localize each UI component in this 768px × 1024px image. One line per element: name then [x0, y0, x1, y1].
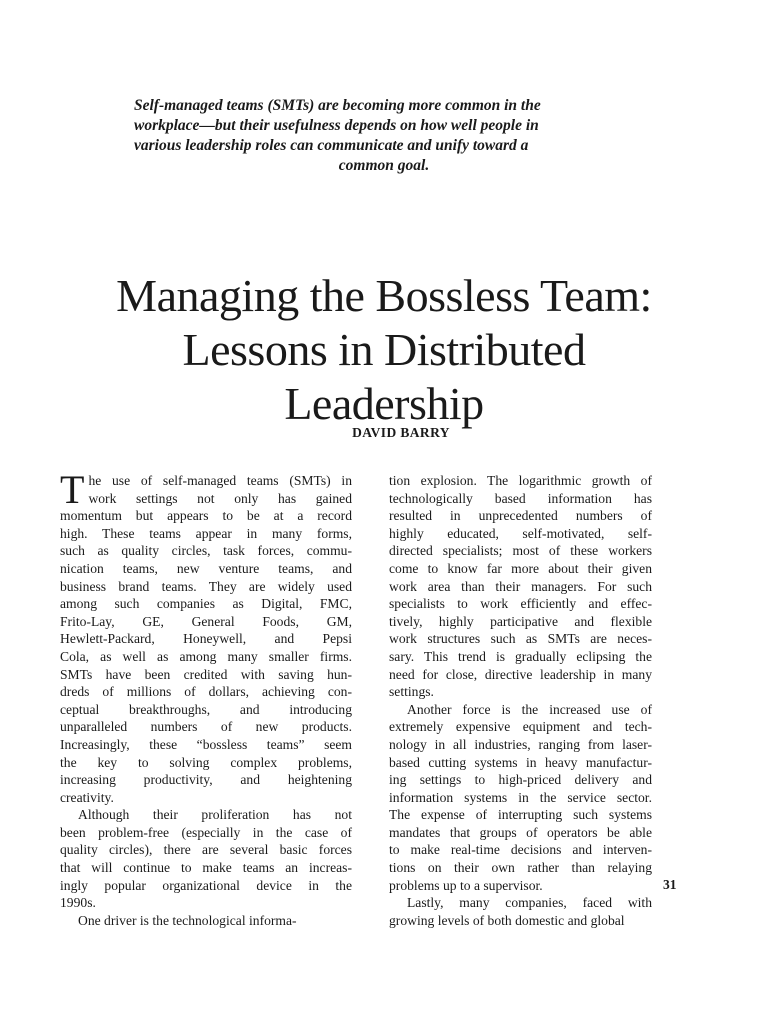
column-text [389, 472, 652, 929]
page-number: 31 [663, 877, 677, 892]
text-line: The expense of interrupting such systems [389, 807, 652, 823]
text-line: Although their proliferation has not [78, 807, 352, 823]
abstract-line: various leadership roles can communicate and unify toward a [134, 137, 529, 154]
text-line: tively, highly participative and flexible [389, 613, 652, 629]
text-line: settings. [389, 684, 434, 700]
text-line: Lastly, many companies, faced with [407, 895, 652, 911]
text-line: 1990s. [60, 895, 96, 911]
text-line: tion explosion. The logarithmic growth of [389, 473, 652, 488]
text-line: resulted in unprecedented numbers of [389, 508, 652, 524]
text-line: creativity. [60, 789, 114, 805]
text-line: One driver is the technological informa- [78, 912, 297, 928]
text-line: such as quality circles, task forces, commu- [60, 543, 352, 559]
text-line: ceptual breakthroughs, and introducing [60, 701, 352, 717]
abstract-line: common goal. [338, 157, 430, 174]
text-line: ing settings to high-priced delivery and [389, 772, 652, 788]
text-line: among such companies as Digital, FMC, [60, 596, 352, 612]
text-line: information systems in the service sector. [389, 789, 652, 805]
text-line: increasing productivity, and heightening [60, 772, 352, 788]
text-line: dreds of millions of dollars, achieving con- [60, 684, 352, 700]
text-line: specialists to work efficiently and effec- [389, 596, 652, 612]
text-line: quality circles), there are several basic forces [60, 842, 352, 858]
text-line: ingly popular organizational device in the [60, 877, 352, 893]
text-line: extremely expensive equipment and tech- [389, 719, 652, 735]
text-line: problems up to a supervisor. [389, 877, 543, 893]
text-line: based cutting systems in heavy manufactur- [389, 754, 652, 770]
title-line: Managing the Bossless Team: [116, 269, 652, 321]
text-line: growing levels of both domestic and global [389, 912, 625, 928]
text-line: SMTs have been credited with saving hun- [60, 666, 352, 682]
text-line: Frito-Lay, GE, General Foods, GM, [60, 613, 352, 629]
drop-cap: T [60, 467, 85, 512]
column-text [60, 507, 352, 929]
text-line: mandates that groups of operators be able [389, 824, 652, 840]
text-line: Cola, as well as among many smaller firms. [60, 648, 352, 664]
text-line: tions on their own rather than relaying [389, 860, 652, 876]
opening-paragraph [60, 467, 352, 512]
text-line: the key to solving complex problems, [60, 754, 352, 770]
text-line: work area than their managers. For such [389, 578, 652, 594]
text-line: highly educated, self-motivated, self- [389, 525, 652, 541]
text-line: directed specialists; most of these workers [389, 543, 652, 559]
text-line: work structures such as SMTs are neces- [389, 631, 652, 647]
text-line: Hewlett-Packard, Honeywell, and Pepsi [60, 631, 352, 647]
text-line: he use of self-managed teams (SMTs) in [88, 473, 352, 488]
title-line: Leadership [284, 377, 484, 429]
text-line: Increasingly, these “bossless teams” seem [60, 736, 352, 752]
text-line: unparalleled numbers of new products. [60, 719, 352, 735]
text-line: nology in all industries, ranging from laser- [389, 736, 652, 752]
text-line: business brand teams. They are widely used [60, 578, 352, 594]
text-line: sary. This trend is gradually eclipsing the [389, 648, 652, 664]
abstract-line: Self-managed teams (SMTs) are becoming more common in the [134, 97, 541, 114]
text-line: technologically based information has [389, 490, 652, 506]
title-line: Lessons in Distributed [182, 323, 586, 375]
text-line: to make real-time decisions and interven- [389, 842, 652, 858]
article-title [60, 269, 708, 431]
text-line: need for close, directive leadership in many [389, 666, 652, 682]
body-column-left [60, 467, 352, 929]
text-line: been problem-free (especially in the case of [60, 824, 352, 840]
author-byline: DAVID BARRY [352, 425, 450, 440]
abstract-line: workplace—but their usefulness depends on how well people in [134, 117, 539, 134]
abstract [134, 96, 634, 176]
text-line: come to know far more about their given [389, 560, 652, 576]
text-line: momentum but appears to be at a record [60, 508, 352, 524]
text-line: work settings not only has gained [88, 490, 352, 506]
text-line: nication teams, new venture teams, and [60, 560, 352, 576]
text-line: that will continue to make teams an increas- [60, 860, 352, 876]
body-column-right [389, 472, 652, 929]
text-line: high. These teams appear in many forms, [60, 525, 352, 541]
text-line: Another force is the increased use of [407, 701, 652, 717]
